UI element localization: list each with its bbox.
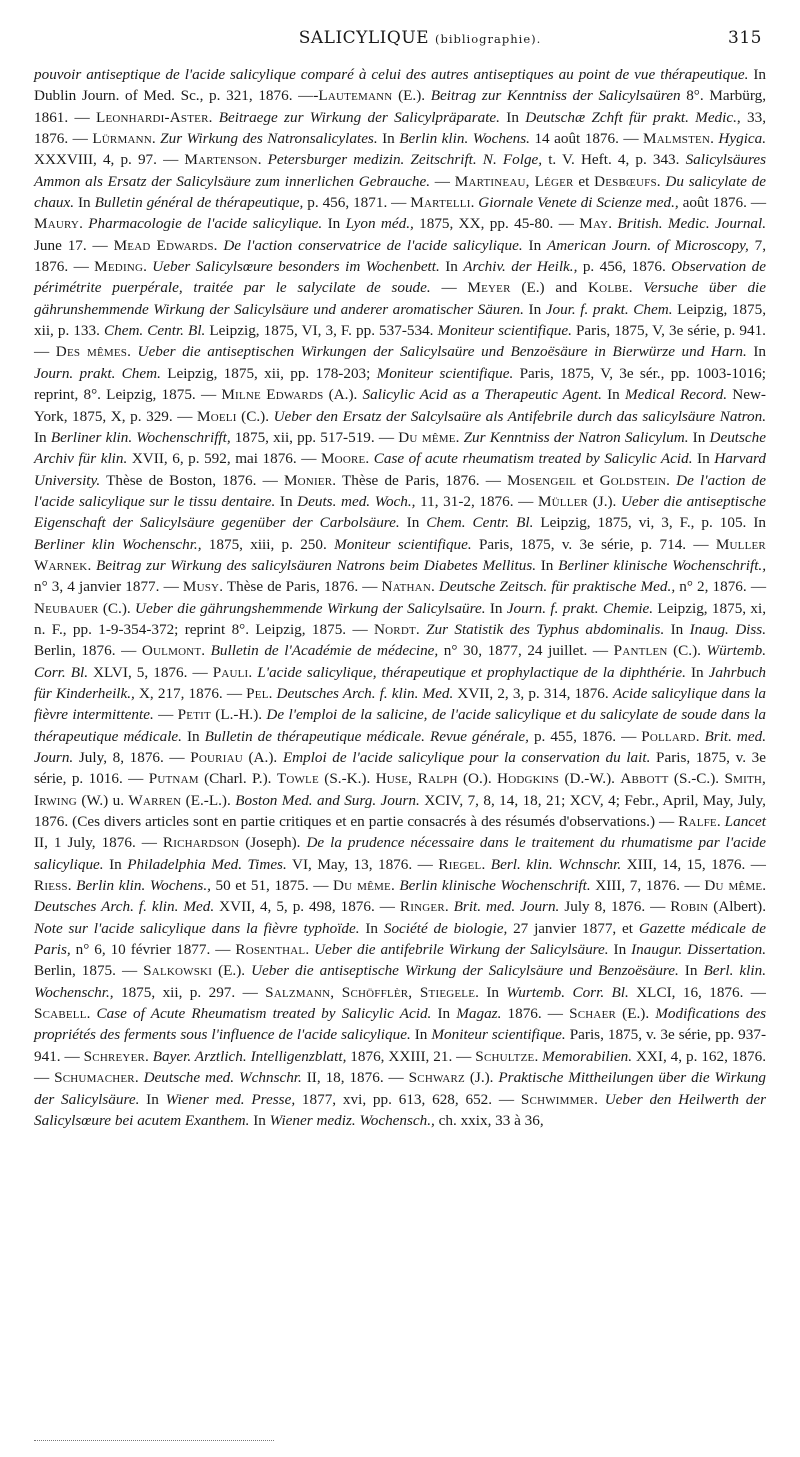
- author-name: Smith, Irwing: [34, 770, 767, 809]
- author-name: May: [579, 215, 609, 233]
- author-name: Neubauer: [34, 599, 99, 617]
- citation-text: .: [248, 663, 258, 681]
- citation-text: 7, 1876. —: [34, 236, 767, 276]
- work-title: Giornale Venete di Scienze med.,: [478, 194, 679, 212]
- author-name: Mead Edwards: [113, 236, 214, 254]
- author-name: Pollard: [641, 727, 696, 745]
- citation-text: In: [377, 130, 400, 148]
- work-title: Société de biologie,: [383, 919, 508, 937]
- citation-text: (Charl. P.).: [198, 770, 277, 788]
- work-title: Deutsches Arch. f. klin. Med.: [276, 684, 454, 702]
- citation-text: p. 456, 1871. —: [303, 194, 411, 212]
- citation-text: .: [628, 279, 644, 297]
- citation-text: In: [431, 1005, 457, 1023]
- work-title: Philadelphia Med. Times.: [127, 855, 287, 873]
- author-name: Schwimmer: [520, 1090, 595, 1108]
- work-title: Beitraege zur Wirkung der Salicylpräparate.: [218, 108, 500, 126]
- citation-text: .: [695, 727, 705, 745]
- work-title: Deutsches Arch. f. klin. Med.: [34, 898, 215, 916]
- citation-text: n° 3, 4 janvier 1877. —: [34, 578, 183, 596]
- citation-text: In: [746, 343, 767, 361]
- citation-text: août 1876. —: [678, 194, 767, 212]
- citation-text: (A.).: [242, 749, 283, 766]
- work-title: Pharmacologie de l'acide salicylique.: [88, 215, 323, 233]
- citation-text: Leipzig, 1875, vi, 3, F., p. 105. In: [533, 514, 766, 532]
- work-title: Gazette médicale de Paris,: [34, 919, 766, 959]
- citation-text: (C.).: [667, 642, 707, 660]
- work-title: Bulletin de thérapeutique médicale. Revue générale,: [204, 727, 529, 745]
- citation-text: In: [485, 599, 507, 617]
- citation-text: —: [430, 279, 468, 297]
- author-name: Oulmont: [141, 642, 202, 660]
- footer-rule: [34, 1440, 274, 1441]
- work-title: Beitrag zur Kenntniss der Salicylsaüren: [430, 87, 681, 105]
- citation-text: .: [762, 877, 767, 895]
- citation-text: .: [151, 130, 161, 148]
- work-title: Berliner klin Wochenschr.,: [34, 535, 202, 553]
- work-title: De l'action conservatrice de l'acide salicylique.: [223, 236, 523, 254]
- author-name: Salzmann, Schöfflèr, Stiegele: [265, 983, 476, 1001]
- work-title: Berl. klin. Wochenschr.,: [34, 962, 766, 1001]
- citation-text: In: [523, 300, 546, 318]
- citation-text: Thèse de Boston, 1876. —: [100, 471, 284, 489]
- work-title: Ueber die antiseptische Eigenschaft der Salicylsäure gegenüber der Carbolsäure.: [34, 492, 766, 532]
- citation-text: XLVI, 5, 1876. —: [88, 663, 213, 681]
- citation-text: XCIV, 7, 8, 14, 18, 21; XCV, 4; Febr., April, May, July, 1876. (Ces divers articles sont en partie critiques et en partie consacrés à des résumés d'observations.) —: [34, 791, 766, 831]
- citation-text: . Thèse de Paris, 1876. —: [332, 471, 508, 489]
- citation-text: In: [664, 620, 690, 638]
- citation-text: Leipzig, 1875, VI, 3, F. pp. 537-534.: [205, 322, 438, 340]
- author-name: Ralfe: [678, 813, 717, 831]
- citation-text: Leipzig, 1875, xii, p. 133.: [34, 300, 766, 340]
- citation-text: (L.-H.).: [210, 706, 267, 724]
- work-title: Moniteur scientifique.: [431, 1026, 566, 1044]
- work-title: Ueber die antiseptischen Wirkungen der Salicylsaüre und Benzoësäure in Bierwürze und Harn.: [137, 343, 747, 361]
- citation-text: II, 1 July, 1876. —: [34, 834, 163, 852]
- citation-text: .: [710, 130, 719, 148]
- citation-text: (E.) and: [510, 279, 589, 297]
- citation-text: .: [305, 941, 315, 959]
- citation-text: XXXVIII, 4, p. 97. —: [34, 151, 185, 169]
- citation-text: (S.-K.).: [318, 770, 376, 788]
- author-name: Hodgkins: [497, 770, 560, 788]
- work-title: Zur Statistik des Typhus abdominalis.: [426, 620, 665, 638]
- author-name: Du même: [333, 877, 391, 895]
- work-title: Berl. klin. Wchnschr.: [490, 855, 622, 873]
- author-name: Du même: [398, 428, 456, 446]
- work-title: Salicylsäures Ammon als Ersatz der Salicylsäure zum innerlichen Gebrauche.: [34, 151, 767, 190]
- author-name: Schwarz: [408, 1069, 465, 1087]
- citation-text: 8°. Marbürg, 1861. —: [34, 87, 766, 126]
- work-title: Bayer. Arztlich. Intelligenzblatt,: [152, 1047, 347, 1065]
- work-title: Jahrbuch für Kinderheilk.,: [34, 663, 767, 702]
- citation-text: .: [666, 471, 677, 489]
- work-title: Brit. med. Journ.: [34, 727, 767, 766]
- citation-text: (E.-L.).: [181, 791, 236, 809]
- citation-text: 1875, xii, p. 297. —: [113, 983, 266, 1001]
- citation-text: (Albert).: [708, 898, 766, 916]
- citation-text: 1877, xvi, pp. 613, 628, 652. —: [295, 1090, 521, 1108]
- citation-text: 50 et 51, 1875. —: [210, 877, 334, 895]
- citation-text: In: [139, 1090, 166, 1108]
- running-title: [299, 28, 542, 48]
- author-name: Robin: [670, 898, 709, 916]
- citation-text: (C.).: [236, 407, 274, 425]
- citation-text: 11, 31-2, 1876. —: [415, 492, 538, 510]
- work-title: Versuche über die gährunshemmende Wirkung der Salicylsäure und anderer aromatischer Säuren.: [34, 279, 766, 318]
- work-title: Praktische Mittheilungen über die Wirkung der Salicylsäure.: [34, 1069, 767, 1108]
- citation-text: In: [74, 194, 95, 212]
- author-name: Meyer: [467, 279, 511, 297]
- citation-text: July, 8, 1876. —: [73, 749, 191, 766]
- author-name: Schaer: [569, 1005, 617, 1023]
- citation-text: .: [716, 813, 725, 831]
- work-title: British. Medic. Journal.: [617, 215, 767, 233]
- citation-text: 1876, XXIII, 21. —: [346, 1047, 476, 1065]
- citation-text: t. V. Heft. 4, p. 343.: [542, 151, 686, 169]
- work-title: Modifications des propriétés des ferments sous l'influence de l'acide salicylique.: [34, 1005, 766, 1044]
- citation-text: et: [576, 471, 600, 489]
- work-title: Zur Kenntniss der Natron Salicylum.: [463, 428, 689, 446]
- author-name: Malmsten: [643, 130, 711, 148]
- citation-text: In: [410, 1026, 432, 1044]
- work-title: Deuts. med. Woch.,: [297, 492, 416, 510]
- author-name: Meding: [94, 258, 144, 276]
- author-name: Riegel: [438, 855, 482, 873]
- author-name: Martineau, Léger: [454, 172, 574, 190]
- running-title-text: SALICYLIQUE: [298, 28, 430, 48]
- citation-text: .: [656, 172, 666, 190]
- citation-text: .: [87, 556, 96, 574]
- citation-text: XLCI, 16, 1876. —: [628, 983, 766, 1001]
- citation-text: Leipzig, 1875, xi, n. F., pp. 1-9-354-372; reprint 8°. Leipzig, 1875. —: [34, 599, 767, 638]
- author-name: Huse, Ralph: [375, 770, 458, 788]
- citation-text: .: [268, 684, 277, 702]
- work-title: Emploi de l'acide salicylique pour la conservation du lait.: [282, 749, 651, 766]
- work-title: Du salicylate de chaux.: [34, 172, 767, 212]
- citation-text: (C.).: [98, 599, 136, 617]
- citation-text: XIII, 7, 1876. —: [590, 877, 705, 895]
- citation-text: .: [213, 236, 224, 254]
- work-title: Bulletin de l'Académie de médecine,: [210, 642, 439, 660]
- work-title: Moniteur scientifique.: [376, 364, 514, 382]
- citation-text: In: [692, 450, 715, 468]
- citation-text: Berlin, 1876. —: [34, 642, 142, 660]
- citation-text: Paris, 1875, V, 3e série, p. 941. —: [34, 322, 766, 361]
- citation-text: In: [678, 962, 704, 980]
- citation-text: In Dublin Journ. of Med. Sc., p. 321, 1876. —-: [34, 66, 766, 105]
- citation-text: . In: [475, 983, 507, 1001]
- author-name: Ringer: [399, 898, 445, 916]
- work-title: De la prudence nécessaire dans le traitement du rhumatisme par l'acide salicylique.: [34, 834, 766, 873]
- citation-text: In: [34, 428, 51, 446]
- work-title: Deutsche Zeitsch. für praktische Med.,: [438, 578, 676, 596]
- citation-text: In: [608, 941, 632, 959]
- citation-text: Paris, 1875, V, 3e sér., pp. 1003-1016; reprint, 8°. Leipzig, 1875. —: [34, 364, 766, 404]
- citation-text: XXI, 4, p. 162, 1876. —: [34, 1047, 767, 1087]
- citation-text: In: [685, 663, 709, 681]
- citation-text: XVII, 2, 3, p. 314, 1876.: [453, 684, 613, 702]
- citation-text: Paris, 1875, v. 3e série, p. 714. —: [471, 535, 716, 553]
- citation-text: In: [499, 108, 526, 126]
- work-title: Chem. Centr. Bl.: [103, 322, 206, 340]
- work-title: Lyon méd.,: [345, 215, 414, 233]
- work-title: Bulletin général de thérapeutique,: [94, 194, 304, 212]
- work-title: Case of Acute Rheumatism treated by Salicylic Acid.: [96, 1005, 432, 1023]
- author-name: Pauli: [212, 663, 249, 681]
- citation-text: .: [143, 258, 153, 276]
- work-title: Journ. prakt. Chem.: [34, 364, 161, 382]
- citation-text: p. 455, 1876. —: [528, 727, 642, 745]
- work-title: Salicylic Acid as a Therapeutic Agent.: [362, 386, 602, 404]
- work-title: Ueber den Heilwerth der Salicylsœure bei acutem Exanthem.: [34, 1090, 767, 1129]
- citation-text: .: [430, 578, 439, 596]
- author-name: Lautemann: [318, 87, 393, 105]
- author-name: Nathan: [381, 578, 431, 596]
- citation-text: In: [322, 215, 346, 233]
- running-head: [34, 28, 766, 62]
- work-title: Ueber die gährungshemmende Wirkung der Salicylsaüre.: [135, 599, 486, 617]
- work-title: De l'emploi de la salicine, de l'acide salicylique et du salicylate de soude dans la thérapeutique médicale.: [34, 706, 766, 745]
- work-title: Ueber Salicylsœure besonders im Wochenbett.: [152, 258, 440, 276]
- work-title: Jour. f. prakt. Chem.: [545, 300, 673, 318]
- work-title: Würtemb. Corr. Bl.: [34, 642, 766, 681]
- author-name: Maury: [34, 215, 80, 233]
- citation-text: X, 217, 1876. —: [134, 684, 247, 702]
- citation-text: et: [573, 172, 595, 190]
- work-title: Case of acute rheumatism treated by Salicylic Acid.: [373, 450, 693, 468]
- work-title: Acide salicylique dans la fièvre intermittente.: [34, 684, 767, 724]
- work-title: Journ. f. prakt. Chemie.: [506, 599, 654, 617]
- author-name: Abbott: [620, 770, 669, 788]
- citation-text: n° 6, 10 février 1877. —: [70, 941, 236, 959]
- citation-text: .: [415, 620, 427, 638]
- citation-text: .: [594, 1090, 605, 1108]
- author-name: Pantlen: [613, 642, 668, 660]
- citation-text: (E.).: [212, 962, 252, 980]
- citation-text: II, 18, 1876. —: [301, 1069, 409, 1087]
- citation-text: (J.).: [464, 1069, 499, 1087]
- citation-text: In: [399, 514, 427, 532]
- citation-text: n° 2, 1876. —: [675, 578, 767, 596]
- citation-text: (A.).: [323, 386, 363, 404]
- author-name: Moore: [320, 450, 366, 468]
- citation-text: Leipzig, 1875, xii, pp. 178-203;: [160, 364, 377, 382]
- citation-text: Berlin, 1875. —: [34, 962, 144, 980]
- citation-text: 1875, XX, pp. 45-80. —: [413, 215, 580, 233]
- bibliography-paragraph: [34, 64, 766, 1131]
- citation-text: .: [127, 343, 138, 361]
- work-title: Wiener mediz. Wochensch.,: [269, 1111, 435, 1129]
- work-title: Note sur l'acide salicylique dans la fièvre typhoïde.: [34, 919, 360, 937]
- citation-text: Paris, 1875, v. 3e série, p. 1016. —: [34, 749, 766, 788]
- citation-text: Paris, 1875, v. 3e série, pp. 937-941. —: [34, 1026, 767, 1065]
- work-title: Petersburger medizin. Zeitschrift. N. Folge,: [267, 151, 543, 169]
- author-name: Goldstein: [599, 471, 667, 489]
- work-title: Berlin klinische Wochenschrift.: [399, 877, 591, 895]
- citation-text: 1875, xii, pp. 517-519. —: [230, 428, 399, 446]
- citation-text: .: [208, 108, 219, 126]
- citation-text: In: [275, 492, 298, 510]
- citation-text: 1876. —: [501, 1005, 570, 1023]
- citation-text: p. 456, 1876.: [577, 258, 672, 276]
- citation-text: .: [201, 642, 211, 660]
- author-name: Towle: [276, 770, 319, 788]
- author-name: Martelli: [410, 194, 471, 212]
- citation-text: 1875, xiii, p. 250.: [201, 535, 335, 553]
- author-name: Warren: [128, 791, 182, 809]
- citation-text: .: [608, 215, 618, 233]
- work-title: Magaz.: [456, 1005, 502, 1023]
- citation-text: In: [536, 556, 559, 574]
- running-subtitle: (bibliographie).: [434, 32, 542, 46]
- author-name: Moeli: [197, 407, 237, 425]
- work-title: De l'action de l'acide salicylique sur le tissu dentaire.: [34, 471, 766, 510]
- author-name: Martenson: [184, 151, 258, 169]
- work-title: Observation de périmétrite puerpérale, traitée par le salycilate de soude.: [34, 258, 766, 297]
- work-title: Ueber den Ersatz der Salcylsaüre als Antifebrile durch das salicylsäure Natron.: [273, 407, 766, 425]
- citation-text: (D.-W.).: [559, 770, 621, 788]
- citation-text: (W.) u.: [76, 791, 129, 809]
- citation-text: XVII, 6, p. 592, mai 1876. —: [127, 450, 321, 468]
- work-title: Medical Record.: [624, 386, 728, 404]
- citation-text: .: [481, 855, 491, 873]
- author-name: Muller Warnek: [34, 535, 766, 574]
- citation-text: .: [134, 1069, 144, 1087]
- citation-text: ch. xxix, 33 à 36,: [434, 1111, 544, 1129]
- author-name: Pel: [246, 684, 269, 702]
- author-name: Riess: [34, 877, 68, 895]
- author-name: Mosengeil: [507, 471, 577, 489]
- work-title: Memorabilien.: [542, 1047, 633, 1065]
- author-name: Scabell: [34, 1005, 87, 1023]
- author-name: Müller: [537, 492, 589, 510]
- citation-text: .: [145, 1047, 153, 1065]
- citation-text: XIII, 14, 15, 1876. —: [621, 855, 766, 873]
- citation-text: (E.).: [616, 1005, 656, 1023]
- work-title: Berliner klin. Wochenschrifft,: [50, 428, 231, 446]
- citation-text: .: [365, 450, 374, 468]
- citation-text: (Joseph).: [239, 834, 307, 852]
- citation-text: In: [103, 855, 128, 873]
- work-title: Ueber die antiseptische Wirkung der Salicylsäure und Benzoësäure.: [251, 962, 679, 980]
- citation-text: .: [534, 1047, 543, 1065]
- author-name: Putnam: [148, 770, 199, 788]
- citation-text: (J.).: [588, 492, 621, 510]
- author-name: Schultze: [475, 1047, 535, 1065]
- author-name: Des mêmes: [55, 343, 128, 361]
- citation-text: (S.-C.).: [668, 770, 725, 788]
- author-name: Desbœufs: [594, 172, 657, 190]
- author-name: Salkowski: [143, 962, 213, 980]
- work-title: Moniteur scientifique.: [437, 322, 572, 340]
- citation-text: New-York, 1875, X, p. 329. —: [34, 386, 766, 425]
- citation-text: .: [86, 1005, 97, 1023]
- work-title: Moniteur scientifique.: [334, 535, 472, 553]
- author-name: Leonhardi-Aster: [95, 108, 209, 126]
- citation-text: .: [79, 215, 89, 233]
- author-name: Monier: [283, 471, 333, 489]
- citation-text: In: [439, 258, 464, 276]
- author-name: Lürmann: [92, 130, 152, 148]
- work-title: Harvard University.: [34, 450, 766, 489]
- citation-text: .: [67, 877, 77, 895]
- author-name: Nordt: [373, 620, 416, 638]
- citation-text: n° 30, 1877, 24 juillet. —: [438, 642, 614, 660]
- citation-text: .: [455, 428, 464, 446]
- citation-text: (O.).: [457, 770, 498, 788]
- citation-text: VI, May, 13, 1876. —: [286, 855, 439, 873]
- citation-text: In: [601, 386, 625, 404]
- work-title: Archiv. der Heilk.,: [463, 258, 578, 276]
- work-title: Boston Med. and Surg. Journ.: [235, 791, 420, 809]
- citation-text: , 33, 1876. —: [34, 108, 767, 148]
- author-name: Schumacher: [54, 1069, 135, 1087]
- work-title: Hygica.: [718, 130, 767, 148]
- author-name: Richardson: [162, 834, 240, 852]
- work-title: Ueber die antifebrile Wirkung der Salicylsäure.: [314, 941, 609, 959]
- work-title: Berliner klinische Wochenschrift.,: [558, 556, 767, 574]
- work-title: Inaug. Diss.: [689, 620, 766, 638]
- citation-text: In: [181, 727, 205, 745]
- author-name: Petit: [177, 706, 211, 724]
- work-title: Inaugur. Dissertation.: [631, 941, 766, 959]
- work-title: Wiener med. Presse,: [165, 1090, 296, 1108]
- work-title: Deutsche med. Wchnschr.: [143, 1069, 302, 1087]
- citation-text: .: [390, 877, 400, 895]
- citation-text: .: [444, 898, 454, 916]
- citation-text: .: [257, 151, 268, 169]
- author-name: Kolbe: [588, 279, 629, 297]
- author-name: Pouriau: [190, 749, 243, 766]
- citation-text: June 17. —: [34, 236, 114, 254]
- author-name: Milne Edwards: [221, 386, 324, 404]
- citation-text: .: [470, 194, 479, 212]
- author-name: Musy: [182, 578, 220, 596]
- work-title: Beitrag zur Wirkung des salicylsäuren Natrons beim Diabetes Mellitus.: [95, 556, 537, 574]
- citation-text: In: [522, 236, 548, 254]
- work-title: Wurtemb. Corr. Bl.: [506, 983, 629, 1001]
- work-title: Deutschæ Zchft für prakt. Medic.: [525, 108, 737, 126]
- work-title: Chem. Centr. Bl.: [426, 514, 534, 532]
- citation-text: In: [688, 428, 710, 446]
- citation-text: In: [249, 1111, 270, 1129]
- citation-text: —: [430, 172, 455, 190]
- work-title: American Journ. of Microscopy,: [547, 236, 749, 254]
- citation-text: (E.).: [392, 87, 431, 105]
- citation-text: XVII, 4, 5, p. 498, 1876. —: [214, 898, 400, 916]
- citation-text: July 8, 1876. —: [559, 898, 671, 916]
- work-title: Berlin klin. Wochens.,: [76, 877, 211, 895]
- work-title: Brit. med. Journ.: [453, 898, 560, 916]
- work-title: Deutsche Archiv für klin.: [34, 428, 766, 468]
- work-title: L'acide salicylique, thérapeutique et prophylactique de la diphthérie.: [257, 663, 686, 681]
- author-name: Du même: [704, 877, 763, 895]
- citation-text: —: [153, 706, 178, 724]
- work-title: Berlin klin. Wochens.: [399, 130, 530, 148]
- citation-text: In: [359, 919, 384, 937]
- author-name: Rosenthal: [235, 941, 306, 959]
- citation-text: 14 août 1876. —: [529, 130, 644, 148]
- work-title: pouvoir antiseptique de l'acide salicylique comparé à celui des autres antiseptiques au point de vue thérapeutique.: [34, 66, 749, 83]
- work-title: Lancet: [724, 813, 766, 831]
- citation-text: . Thèse de Paris, 1876. —: [219, 578, 382, 596]
- page-number: 315: [728, 28, 762, 48]
- citation-text: 27 janvier 1877, et: [507, 919, 639, 937]
- work-title: Zur Wirkung des Natronsalicylates.: [160, 130, 378, 148]
- author-name: Schreyer: [83, 1047, 146, 1065]
